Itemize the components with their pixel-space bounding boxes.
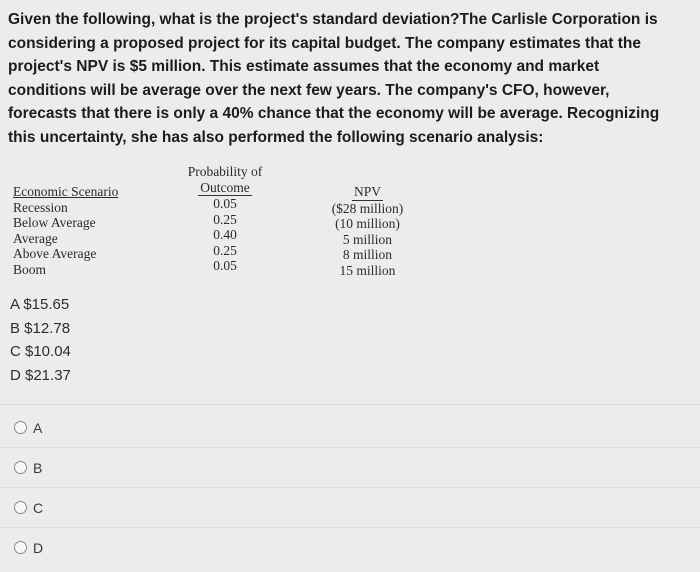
option-label: C: [33, 499, 44, 516]
scenario-cell: Boom: [13, 261, 47, 277]
option-c[interactable]: [0, 487, 700, 527]
radio-button-c[interactable]: [14, 501, 27, 514]
option-b[interactable]: [0, 447, 700, 487]
answer-choice: C $10.04: [10, 343, 71, 360]
probability-cell: 0.25: [213, 242, 237, 258]
scenario-cell: Average: [13, 230, 58, 246]
npv-cell: 8 million: [342, 247, 393, 262]
option-label: D: [33, 539, 44, 556]
option-a[interactable]: [0, 408, 700, 447]
probability-cell: 0.25: [213, 211, 237, 227]
scenario-cell: Recession: [13, 199, 68, 215]
option-label: B: [33, 459, 43, 476]
question-text: Given the following, what is the project's standard deviation?The Carlisle Corporation is considering a proposed project for its capital budget. The company estimates that the project's NPV is $5 million. This estimate assumes that the economy and market conditions will be average over the next few years. The company's CFO, however, forecasts that there is only a 40% chance that the economy will be average. Recognizing this uncertainty, she has also performed the following scenario analysis:: [8, 11, 660, 146]
probability-header-line2: Outcome: [200, 179, 250, 195]
option-label: A: [33, 419, 43, 436]
option-d[interactable]: [0, 527, 700, 567]
scenario-cell: Above Average: [13, 246, 97, 261]
divider: [0, 404, 700, 405]
radio-button-d[interactable]: [14, 541, 27, 554]
answer-choice: A $15.65: [10, 296, 70, 313]
npv-cell: ($28 million): [331, 200, 404, 216]
npv-cell: 15 million: [339, 262, 396, 278]
npv-header: NPV: [353, 184, 381, 199]
probability-cell: 0.05: [213, 196, 237, 211]
radio-button-b[interactable]: [14, 461, 27, 474]
probability-header-line1: Probability of: [187, 164, 263, 179]
npv-cell: 5 million: [342, 231, 393, 247]
answer-choices-list: [10, 293, 71, 387]
scenario-cell: Below Average: [13, 215, 96, 230]
answer-choice: B $12.78: [10, 319, 71, 337]
scenario-column: [13, 184, 118, 277]
radio-options-group: [0, 408, 700, 567]
probability-column: [180, 164, 270, 274]
scenario-header: Economic Scenario: [13, 184, 119, 199]
radio-button-a[interactable]: [14, 421, 27, 434]
probability-cell: 0.40: [213, 227, 237, 242]
answer-choice: D $21.37: [10, 366, 71, 384]
scenario-table: [10, 164, 430, 279]
probability-cell: 0.05: [213, 258, 237, 273]
npv-cell: (10 million): [335, 216, 400, 231]
npv-column: [325, 184, 410, 278]
